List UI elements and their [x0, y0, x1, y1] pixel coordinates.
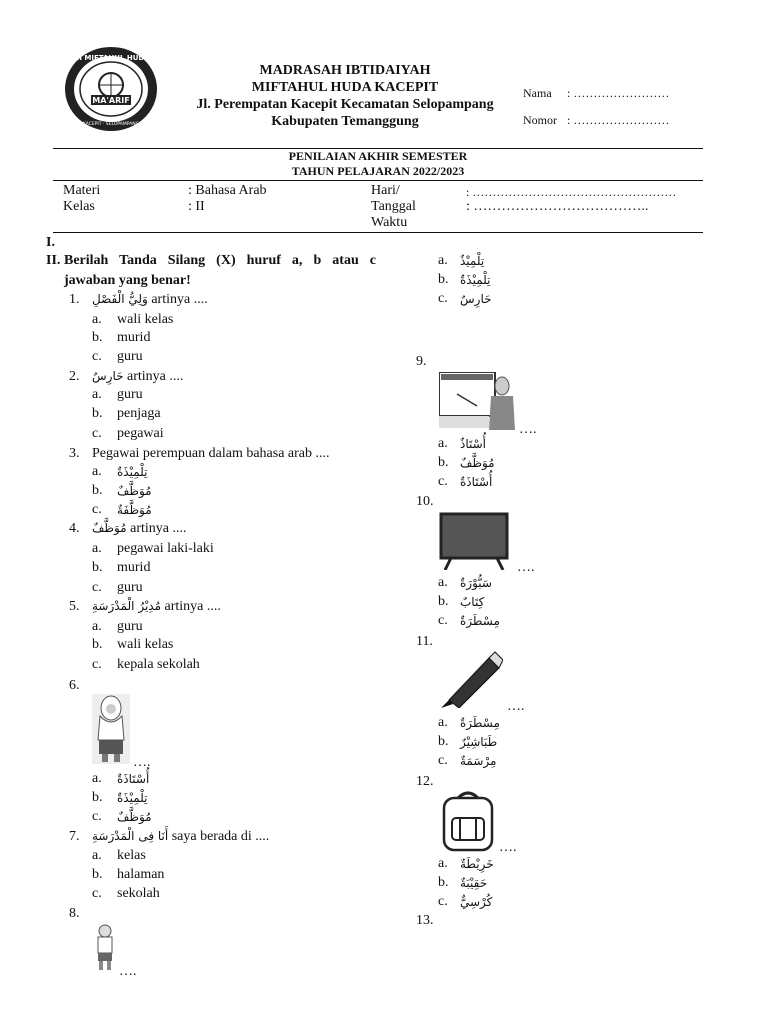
- nama-label: Nama: [523, 86, 552, 100]
- school-logo: [63, 45, 159, 133]
- hari-field[interactable]: : ……………………………………………: [466, 185, 677, 199]
- materi-value: : Bahasa Arab: [188, 183, 267, 198]
- school-name-line1: MADRASAH IBTIDAIYAH: [259, 63, 431, 78]
- student-identity: [523, 80, 669, 134]
- q10-option-b[interactable]: كِتَابٌ: [460, 595, 485, 609]
- materi-label: Materi: [63, 183, 101, 198]
- q3-option-c[interactable]: مُوَظَّفَةٌ: [117, 503, 152, 517]
- school-address1: Jl. Perempatan Kacepit Kecamatan Selopampang: [196, 97, 494, 112]
- q11-option-c[interactable]: مِرْسَمَةٌ: [460, 754, 497, 768]
- kelas-label: Kelas: [63, 199, 95, 214]
- q5-option-c[interactable]: kepala sekolah: [117, 657, 200, 672]
- q11-option-a[interactable]: مِسْطَرَةٌ: [460, 716, 500, 730]
- nomor-field[interactable]: : ……………………: [567, 113, 670, 127]
- student-girl-image: [92, 694, 130, 764]
- q7-option-c[interactable]: sekolah: [117, 886, 160, 901]
- q4-option-c[interactable]: guru: [117, 580, 143, 595]
- divider-mid: [53, 180, 703, 181]
- q2-option-a[interactable]: guru: [117, 387, 143, 402]
- q2-option-c[interactable]: pegawai: [117, 426, 164, 441]
- q12-option-b[interactable]: حَقِيْبَةٌ: [460, 876, 488, 890]
- svg-text:KACEPIT · SELOPAMPANG: KACEPIT · SELOPAMPANG: [82, 122, 140, 127]
- q3-text: Pegawai perempuan dalam bahasa arab ....: [92, 446, 330, 461]
- q3-option-a[interactable]: تِلْمِيْذَةٌ: [117, 465, 148, 479]
- q4-arabic: مُوَظَّفٌ: [92, 521, 127, 535]
- exam-title-1: PENILAIAN AKHIR SEMESTER: [288, 149, 468, 163]
- q1-arabic: وَلِيُّ الْفَصْلِ: [92, 292, 148, 306]
- q1-text: artinya ....: [151, 292, 208, 307]
- q2-option-b[interactable]: penjaga: [117, 406, 161, 421]
- q1-option-b[interactable]: murid: [117, 330, 151, 345]
- nomor-label: Nomor: [523, 113, 557, 127]
- q1-option-c[interactable]: guru: [117, 349, 143, 364]
- q10-option-a[interactable]: سَبُّوْرَةٌ: [460, 576, 492, 590]
- instruction-line1: Berilah Tanda Silang (X) huruf a, b atau c: [64, 253, 376, 268]
- q6-option-c[interactable]: مُوَظَّفٌ: [117, 810, 152, 824]
- q9-option-c[interactable]: أُسْتَاذَةٌ: [460, 475, 493, 489]
- q10-option-c[interactable]: مِسْطَرَةٌ: [460, 614, 500, 628]
- q7-option-b[interactable]: halaman: [117, 867, 165, 882]
- section-ii: II.: [46, 253, 61, 268]
- q5-arabic: مُدِيْرُ الْمَدْرَسَةِ: [92, 599, 162, 613]
- kelas-value: : II: [188, 199, 205, 214]
- svg-text:MI MIFTAHUL HUDA: MI MIFTAHUL HUDA: [72, 54, 150, 62]
- q7-text: saya berada di ....: [171, 829, 270, 844]
- q11-option-b[interactable]: طَبَاشِيْرٌ: [460, 735, 498, 749]
- q4-option-b[interactable]: murid: [117, 560, 151, 575]
- exam-title-2: TAHUN PELAJARAN 2022/2023: [291, 164, 465, 178]
- exam-title: [53, 149, 703, 179]
- pencil-image: [439, 650, 503, 708]
- q2-arabic: حَارِسٌ: [92, 369, 124, 383]
- tanggal-label: Tanggal: [371, 199, 416, 214]
- q9-option-b[interactable]: مُوَظَّفٌ: [460, 456, 495, 470]
- nama-field[interactable]: : ……………………: [567, 86, 670, 100]
- q12-option-c[interactable]: كُرْسِيٌّ: [460, 895, 493, 909]
- q4-text: artinya ....: [130, 521, 187, 536]
- student-boy-image: [93, 924, 117, 972]
- school-address2: Kabupaten Temanggung: [271, 114, 419, 129]
- hari-label: Hari/: [371, 183, 400, 198]
- q4-option-a[interactable]: pegawai laki-laki: [117, 541, 214, 556]
- divider-bottom: [53, 232, 703, 233]
- q5-option-a[interactable]: guru: [117, 619, 143, 634]
- q7-option-a[interactable]: kelas: [117, 848, 146, 863]
- tanggal-field[interactable]: : ………………………………..: [466, 199, 649, 214]
- q7-arabic: أَنَا فِى الْمَدْرَسَةِ: [92, 829, 169, 843]
- q5-option-b[interactable]: wali kelas: [117, 637, 174, 652]
- waktu-label: Waktu: [371, 215, 408, 230]
- q8-option-b[interactable]: تِلْمِيْذَةٌ: [460, 273, 491, 287]
- q6-option-b[interactable]: تِلْمِيْذَةٌ: [117, 791, 148, 805]
- school-name-line2: MIFTAHUL HUDA KACEPIT: [251, 80, 439, 95]
- instruction-line2: jawaban yang benar!: [64, 273, 191, 288]
- q1-option-a[interactable]: wali kelas: [117, 312, 174, 327]
- q3-option-b[interactable]: مُوَظَّفٌ: [117, 484, 152, 498]
- q8-option-a[interactable]: تِلْمِيْذٌ: [460, 254, 485, 268]
- section-i: I.: [46, 235, 55, 250]
- school-bag-image: [440, 790, 496, 852]
- teacher-woman-image: [439, 372, 517, 430]
- svg-text:MA'ARIF: MA'ARIF: [92, 96, 130, 105]
- q2-text: artinya ....: [127, 369, 184, 384]
- q6-option-a[interactable]: أُسْتَاذَةٌ: [117, 772, 150, 786]
- q9-option-a[interactable]: أُسْتَاذٌ: [460, 437, 487, 451]
- q12-option-a[interactable]: خَرِيْطَةٌ: [460, 857, 494, 871]
- blackboard-image: [439, 512, 509, 570]
- q5-text: artinya ....: [164, 599, 221, 614]
- q8-option-c[interactable]: حَارِسٌ: [460, 292, 492, 306]
- school-header: [170, 62, 520, 130]
